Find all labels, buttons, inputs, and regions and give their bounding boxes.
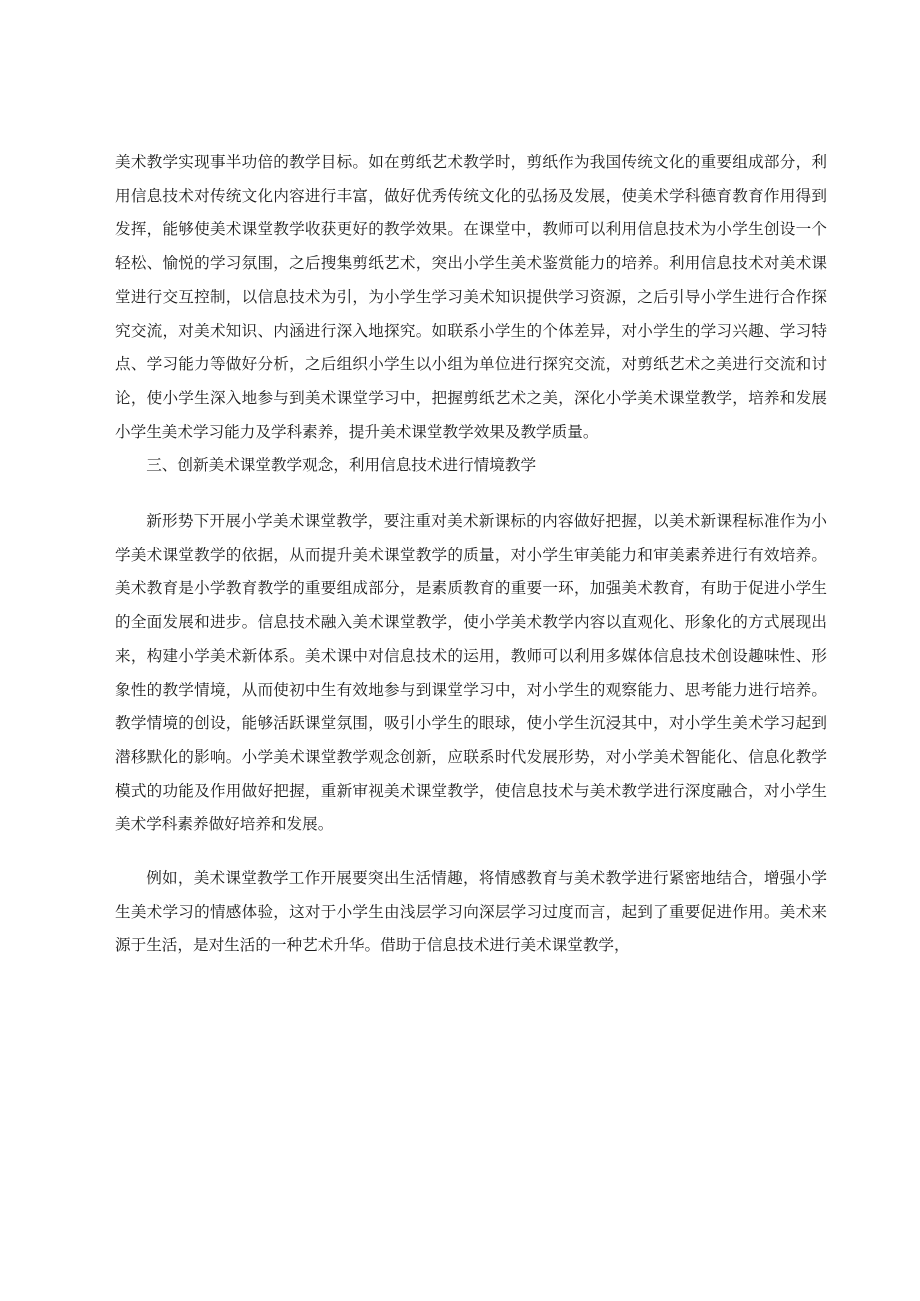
document-page: [115, 146, 827, 963]
body-paragraph-new-curriculum: 新形势下开展小学美术课堂教学，要注重对美术新课标的内容做好把握，以美术新课程标准作为小学美术课堂教学的依据，从而提升美术课堂教学的质量，对小学生审美能力和审美素养进行有效培养。美术教育是小学教育教学的重要组成部分，是素质教育的重要一环，加强美术教育，有助于促进小学生的全面发展和进步。信息技术融入美术课堂教学，使小学美术教学内容以直观化、形象化的方式展现出来，构建小学美术新体系。美术课中对信息技术的运用，教师可以利用多媒体信息技术创设趣味性、形象性的教学情境，从而使初中生有效地参与到课堂学习中，对小学生的观察能力、思考能力进行培养。教学情境的创设，能够活跃课堂氛围，吸引小学生的眼球，使小学生沉浸其中，对小学生美术学习起到潜移默化的影响。小学美术课堂教学观念创新，应联系时代发展形势，对小学美术智能化、信息化教学模式的功能及作用做好把握，重新审视美术课堂教学，使信息技术与美术教学进行深度融合，对小学生美术学科素养做好培养和发展。: [115, 512, 827, 834]
body-paragraph-life-interest: 例如，美术课堂教学工作开展要突出生活情趣，将情感教育与美术教学进行紧密地结合，增强小学生美术学习的情感体验，这对于小学生由浅层学习向深层学习过度而言，起到了重要促进作用。美术来源于生活，是对生活的一种艺术升华。借助于信息技术进行美术课堂教学，: [115, 869, 827, 955]
body-paragraph-papercut: 美术教学实现事半功倍的教学目标。如在剪纸艺术教学时，剪纸作为我国传统文化的重要组成部分，利用信息技术对传统文化内容进行丰富，做好优秀传统文化的弘扬及发展，使美术学科德育教育作用得到发挥，能够使美术课堂教学收获更好的教学效果。在课堂中，教师可以利用信息技术为小学生创设一个轻松、愉悦的学习氛围，之后搜集剪纸艺术，突出小学生美术鉴赏能力的培养。利用信息技术对美术课堂进行交互控制，以信息技术为引，为小学生学习美术知识提供学习资源，之后引导小学生进行合作探究交流，对美术知识、内涵进行深入地探究。如联系小学生的个体差异，对小学生的学习兴趣、学习特点、学习能力等做好分析，之后组织小学生以小组为单位进行探究交流，对剪纸艺术之美进行交流和讨论，使小学生深入地参与到美术课堂学习中，把握剪纸艺术之美，深化小学美术课堂教学，培养和发展小学生美术学习能力及学科素养，提升美术课堂教学效果及教学质量。: [115, 153, 827, 441]
section-heading: 三、创新美术课堂教学观念，利用信息技术进行情境教学: [146, 456, 537, 475]
